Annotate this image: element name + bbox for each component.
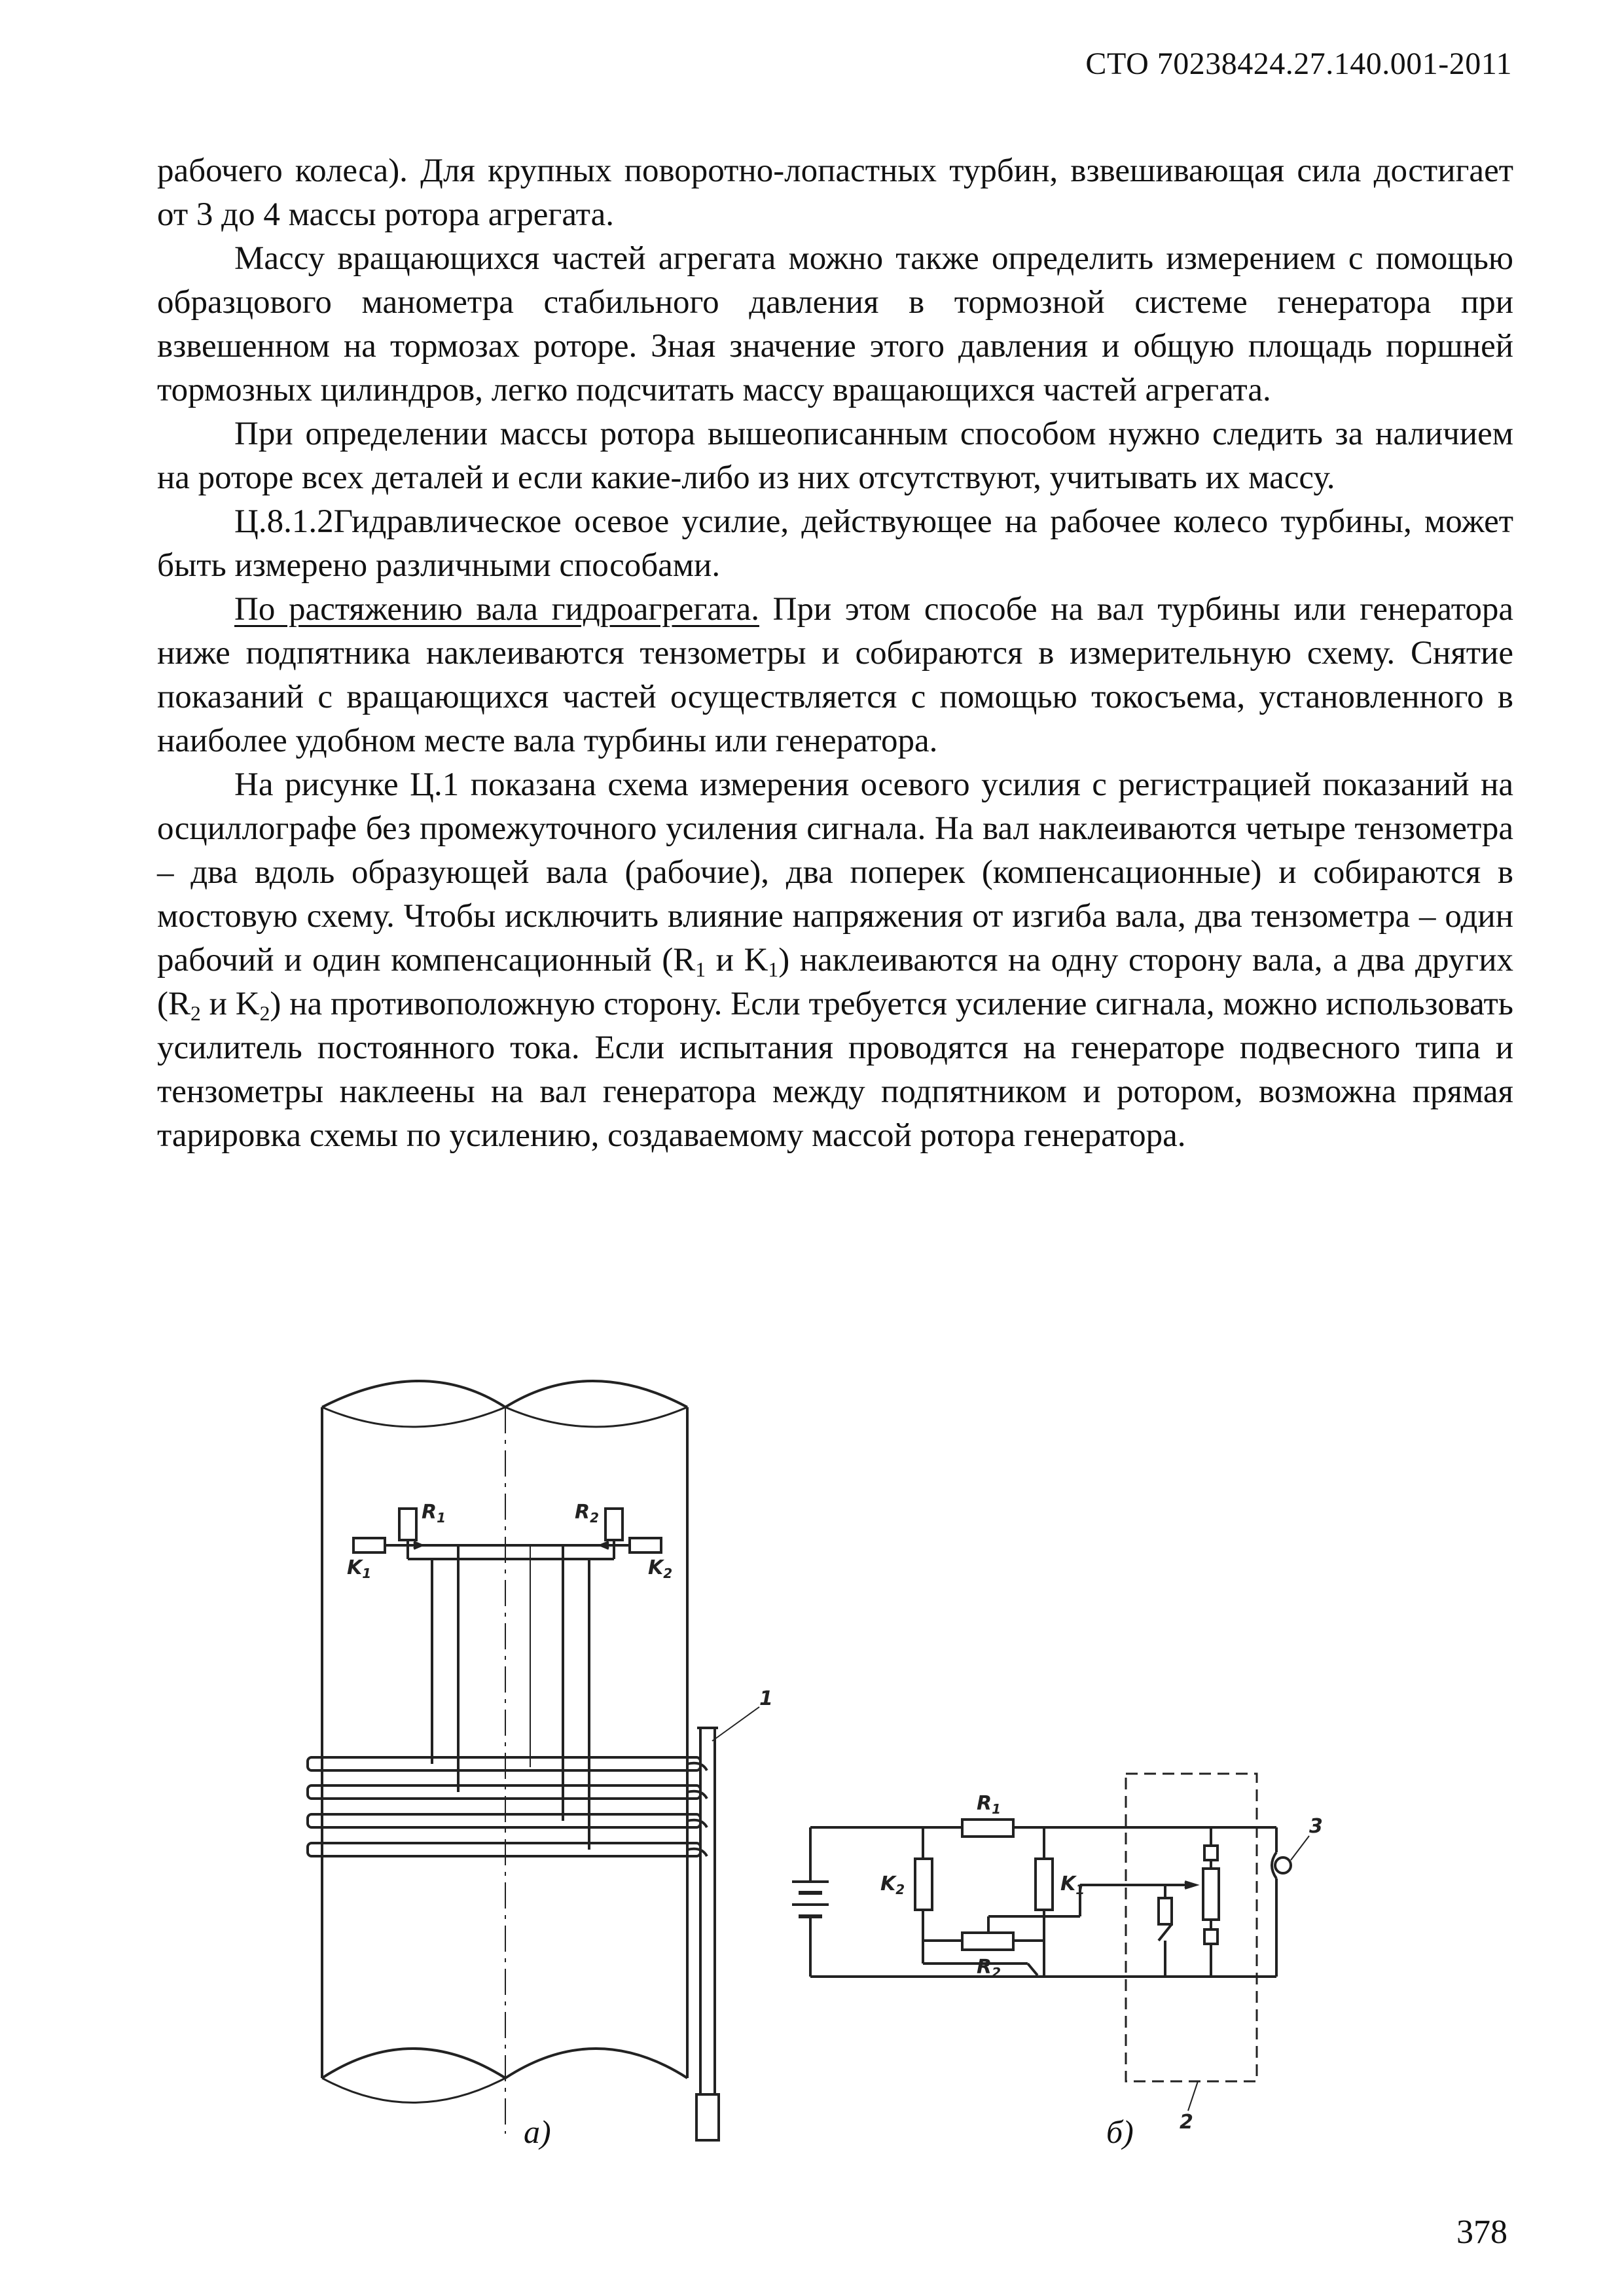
figure-caption-b: б)	[1106, 2113, 1134, 2150]
paragraph-1: рабочего колеса). Для крупных поворотно-лопастных турбин, взвешивающая сила достигает от 3 до 4 массы ротора агрегата.	[157, 152, 1513, 233]
label-k1-a: $K_1$	[347, 1556, 372, 1581]
method-heading-underlined: По растяжению вала гидроагрегата.	[234, 591, 759, 628]
figure-caption-a: а)	[524, 2113, 551, 2150]
figure-drawing	[151, 1348, 1525, 2160]
subscript: 2	[259, 1001, 270, 1025]
label-k1-b: $K_1$	[1060, 1873, 1085, 1897]
subscript: 1	[695, 958, 706, 981]
label-r1-a: $R_1$	[422, 1501, 446, 1526]
paragraph-6-part-c: ) наклеиваются на одну сторону вала, а два других (R	[157, 942, 1513, 1022]
label-r2-b: $R_2$	[977, 1956, 1001, 1981]
paragraph-5-text: При этом способе на вал турбины или генератора ниже подпятника наклеиваются тензометры и собираются в измерительную схему. Снятие показаний с вращающихся частей осуществляется с помощью токосъема, установленного в наиболее удобном месте вала турбины или генератора.	[157, 591, 1513, 759]
callout-1: 1	[759, 1687, 773, 1710]
paragraph-6-part-d: и K	[200, 986, 260, 1022]
label-k2-a: $K_2$	[648, 1556, 673, 1581]
subscript: 1	[768, 958, 779, 981]
body-text	[157, 149, 1513, 1158]
paragraph-4-section: Ц.8.1.2Гидравлическое осевое усилие, действующее на рабочее колесо турбины, может быть измерено различными способами.	[157, 503, 1513, 584]
callout-2: 2	[1180, 2111, 1193, 2134]
document-code-header: СТО 70238424.27.140.001-2011	[1085, 46, 1512, 81]
page-number: 378	[1456, 2214, 1507, 2251]
label-k2-b: $K_2$	[880, 1873, 905, 1897]
paragraph-6-part-a: На рисунке Ц.1 показана схема измерения осевого усилия с регистрацией показаний на осциллографе без промежуточного усиления сигнала. На вал наклеиваются четыре тензометра – два вдоль образующей вала (рабочие), два поперек (компенсационные) и собираются в мостовую схему. Чтобы исключить влияние напряжения от изгиба вала, два тензометра – один рабочий и один компенсационный (R	[157, 766, 1513, 978]
bridge-circuit-b	[792, 1774, 1309, 2111]
paragraph-2: Массу вращающихся частей агрегата можно также определить измерением с помощью образцового манометра стабильного давления в тормозной системе генератора при взвешенном на тормозах роторе. Зная значение этого давления и общую площадь поршней тормозных цилиндров, легко подсчитать массу вращающихся частей агрегата.	[157, 240, 1513, 408]
callout-3: 3	[1309, 1815, 1323, 1838]
figure-c1	[151, 1348, 1525, 2160]
shaft-drawing-a	[308, 1381, 759, 2140]
paragraph-6-part-e: ) на противоположную сторону. Если требуется усиление сигнала, можно использовать усилитель постоянного тока. Если испытания проводятся на генераторе подвесного типа и тензометры наклеены на вал генератора между подпятником и ротором, возможна прямая тарировка схемы по усилению, создаваемому массой ротора генератора.	[157, 986, 1513, 1154]
paragraph-3: При определении массы ротора вышеописанным способом нужно следить за наличием на роторе всех деталей и если какие-либо из них отсутствуют, учитывать их массу.	[157, 416, 1513, 496]
paragraph-5	[157, 588, 1513, 763]
label-r1-b: $R_1$	[977, 1792, 1001, 1817]
paragraph-6	[157, 763, 1513, 1158]
paragraph-6-part-b: и K	[706, 942, 768, 978]
label-r2-a: $R_2$	[575, 1501, 600, 1526]
subscript: 2	[190, 1001, 201, 1025]
